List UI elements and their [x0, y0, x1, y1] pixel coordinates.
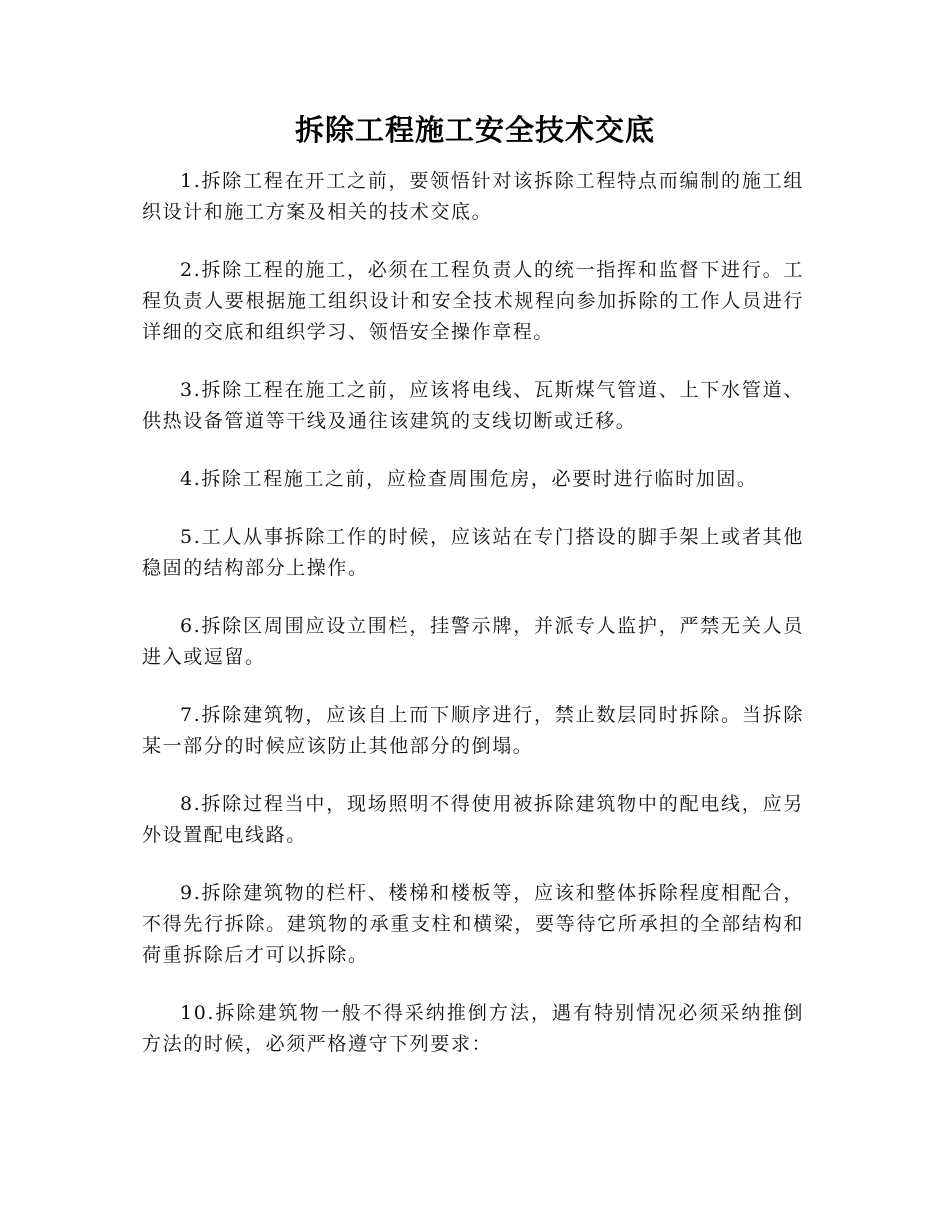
paragraph-5: 5.工人从事拆除工作的时候，应该站在专门搭设的脚手架上或者其他稳固的结构部分上操作。 [142, 526, 804, 579]
paragraph-10: 10.拆除建筑物一般不得采纳推倒方法，遇有特别情况必须采纳推倒方法的时候，必须严格遵守下列要求： [142, 1002, 804, 1055]
paragraph-3: 3.拆除工程在施工之前，应该将电线、瓦斯煤气管道、上下水管道、供热设备管道等干线及通往该建筑的支线切断或迁移。 [142, 379, 804, 432]
paragraph-1: 1.拆除工程在开工之前，要领悟针对该拆除工程特点而编制的施工组织设计和施工方案及相关的技术交底。 [142, 170, 804, 223]
paragraph-6: 6.拆除区周围应设立围栏，挂警示牌，并派专人监护，严禁无关人员进入或逗留。 [142, 615, 804, 668]
document-body [142, 166, 804, 1087]
paragraph-4: 4.拆除工程施工之前，应检查周围危房，必要时进行临时加固。 [180, 468, 758, 490]
document-title: 拆除工程施工安全技术交底 [294, 113, 655, 147]
paragraph-8: 8.拆除过程当中，现场照明不得使用被拆除建筑物中的配电线，应另外设置配电线路。 [142, 793, 804, 846]
paragraph-2: 2.拆除工程的施工，必须在工程负责人的统一指挥和监督下进行。工程负责人要根据施工组织设计和安全技术规程向参加拆除的工作人员进行详细的交底和组织学习、领悟安全操作章程。 [142, 259, 804, 343]
paragraph-9: 9.拆除建筑物的栏杆、楼梯和楼板等，应该和整体拆除程度相配合，不得先行拆除。建筑物的承重支柱和横梁，要等待它所承担的全部结构和荷重拆除后才可以拆除。 [142, 882, 804, 966]
paragraph-7: 7.拆除建筑物，应该自上而下顺序进行，禁止数层同时拆除。当拆除某一部分的时候应该防止其他部分的倒塌。 [142, 704, 804, 757]
